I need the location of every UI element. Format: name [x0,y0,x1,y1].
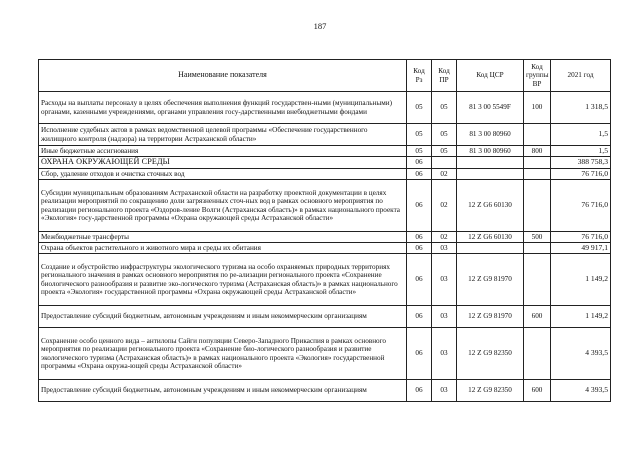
row-vr [524,328,551,380]
table-row-section [39,157,611,169]
row-csr: 12 Z G9 81970 [457,306,524,328]
header-pr: Код ПР [432,60,457,92]
row-sum: 76 716,0 [551,232,611,243]
table-row [39,380,611,402]
table-row [39,232,611,243]
row-sum: 4 393,5 [551,380,611,402]
row-pr: 03 [432,328,457,380]
header-rz: Код Рз [407,60,432,92]
row-pr: 03 [432,243,457,254]
row-vr: 500 [524,232,551,243]
row-rz: 06 [407,180,432,232]
table-row [39,124,611,146]
table-body [39,92,611,402]
page-number: 187 [313,21,327,31]
row-sum: 1 318,5 [551,92,611,124]
row-pr [432,157,457,169]
row-name: Расходы на выплаты персоналу в целях обеспечения выполнения функций государствен-ными (муниципальными) органами, казенными учреждениями, органами управления госу-дарственными внебюджетными фондами [39,92,407,124]
table-row [39,180,611,232]
row-csr [457,243,524,254]
row-pr: 02 [432,180,457,232]
row-pr: 05 [432,124,457,146]
row-rz: 06 [407,380,432,402]
row-name: Субсидии муниципальным образованиям Астраханской области на разработку проектной документации в целях реализации мероприятий по сокращению доли загрязненных сточ-ных вод в рамках основного мероприятия по реализации регионального проекта «Оздоров-ление Волги (Астраханская область)» в рамках национального проекта «Экология» госу-дарственной программы «Охрана окружающей среды Астраханской области» [39,180,407,232]
row-rz: 06 [407,243,432,254]
table-row [39,306,611,328]
row-pr: 05 [432,92,457,124]
row-rz: 06 [407,254,432,306]
row-name: Сбор, удаление отходов и очистка сточных вод [39,169,407,180]
row-vr: 600 [524,306,551,328]
row-rz: 06 [407,232,432,243]
row-vr [524,124,551,146]
row-vr [524,243,551,254]
row-sum: 1,5 [551,146,611,157]
row-rz: 06 [407,169,432,180]
table-row [39,254,611,306]
row-sum: 1,5 [551,124,611,146]
header-sum: 2021 год [551,60,611,92]
row-sum: 76 716,0 [551,180,611,232]
row-csr: 81 3 00 80960 [457,146,524,157]
row-name: ОХРАНА ОКРУЖАЮЩЕЙ СРЕДЫ [39,157,407,169]
header-name: Наименование показателя [39,60,407,92]
row-rz: 06 [407,328,432,380]
row-vr: 800 [524,146,551,157]
row-vr [524,157,551,169]
row-vr [524,254,551,306]
row-csr: 81 3 00 80960 [457,124,524,146]
row-name: Предоставление субсидий бюджетным, автономным учреждениям и иным некоммерческим организациям [39,306,407,328]
row-csr: 12 Z G9 82350 [457,328,524,380]
row-pr: 03 [432,306,457,328]
table-row [39,169,611,180]
row-name: Охрана объектов растительного и животного мира и среды их обитания [39,243,407,254]
row-sum: 388 758,3 [551,157,611,169]
row-csr [457,157,524,169]
table-row [39,146,611,157]
row-sum: 49 917,1 [551,243,611,254]
row-sum: 4 393,5 [551,328,611,380]
row-rz: 05 [407,92,432,124]
table-header [39,60,611,92]
row-pr: 02 [432,232,457,243]
table-row [39,243,611,254]
row-vr: 100 [524,92,551,124]
table-row [39,92,611,124]
row-name: Межбюджетные трансферты [39,232,407,243]
row-pr: 03 [432,380,457,402]
row-rz: 06 [407,157,432,169]
header-csr: Код ЦСР [457,60,524,92]
row-csr: 12 Z G6 60130 [457,232,524,243]
row-csr: 12 Z G9 81970 [457,254,524,306]
row-sum: 1 149,2 [551,306,611,328]
row-csr: 12 Z G6 60130 [457,180,524,232]
row-pr: 05 [432,146,457,157]
row-name: Создание и обустройство инфраструктуры экологического туризма на особо охраняемых природных территориях регионального значения в рамках основного мероприятия по ре-ализации регионального проекта «Сохранение биологического разнообразия и развитие эко-логического туризма (Астраханская область)» в рамках национального проекта «Экология» государственной программы «Охрана окружающей среды Астраханской области» [39,254,407,306]
row-pr: 02 [432,169,457,180]
row-pr: 03 [432,254,457,306]
row-csr: 12 Z G9 82350 [457,380,524,402]
row-name: Иные бюджетные ассигнования [39,146,407,157]
row-vr [524,180,551,232]
row-sum: 1 149,2 [551,254,611,306]
row-vr [524,169,551,180]
row-csr [457,169,524,180]
header-vr: Код группы ВР [524,60,551,92]
budget-table [38,59,611,402]
header-row [39,60,611,92]
row-rz: 05 [407,124,432,146]
row-csr: 81 3 00 5549F [457,92,524,124]
row-name: Сохранение особо ценного вида – антилопы Сайги популяции Северо-Западного Прикаспия в рамках основного мероприятия по реализации регионального проекта «Сохранение био-логического разнообразия и развитие экологического туризма (Астраханская область)» в рамках национального проекта «Экология» государственной программы «Охрана окружа-ющей среды Астраханской области» [39,328,407,380]
row-sum: 76 716,0 [551,169,611,180]
row-name: Исполнение судебных актов в рамках ведомственной целевой программы «Обеспечение государственного жилищного контроля (надзора) на территории Астраханской области» [39,124,407,146]
row-rz: 06 [407,306,432,328]
row-name: Предоставление субсидий бюджетным, автономным учреждениям и иным некоммерческим организациям [39,380,407,402]
table-row [39,328,611,380]
row-vr: 600 [524,380,551,402]
row-rz: 05 [407,146,432,157]
